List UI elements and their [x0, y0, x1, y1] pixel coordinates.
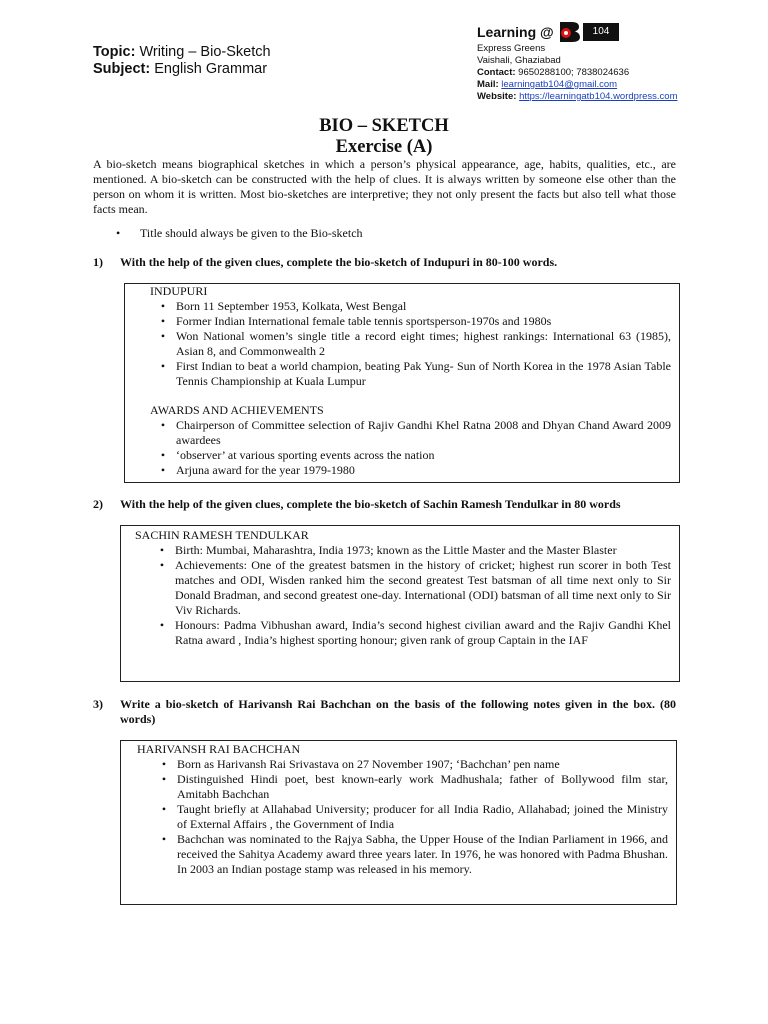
- brand-name: Learning @: [477, 24, 554, 40]
- intro-paragraph: A bio-sketch means biographical sketches in which a person’s physical appearance, age, habits, qualities, etc., are mentioned. A bio-sketch can be constructed with the help of clues. It is always written by someone else other than the person on whom it is written. Most bio-sketches are interpretive; they not only present the facts but also tell what those facts mean.: [93, 157, 676, 216]
- list-item: • Won National women’s single title a record eight times; highest rankings: International 63 (1985), Asian 8, and Commonwealth 2: [160, 329, 671, 358]
- question-1: [93, 255, 676, 270]
- list-item: • Chairperson of Committee selection of Rajiv Gandhi Khel Ratna 2008 and Dhyan Chand Award 2009 awardees: [160, 418, 671, 447]
- clue-list: [137, 757, 668, 877]
- address-line-2: Vaishali, Ghaziabad: [477, 55, 561, 66]
- page-title: [0, 116, 768, 158]
- clue-list: [150, 299, 671, 389]
- list-item: • Achievements: One of the greatest batsmen in the history of cricket; highest run scorer in both Test matches and ODI, Wisden ranked him the second greatest Test batsman of all time next only to Sir Donald Bradman, and second greatest one-day. International (ODI) batsman of all time next only to Sir Viv Richards.: [159, 558, 671, 617]
- tip-text: Title should always be given to the Bio-sketch: [140, 226, 363, 240]
- mail-line: Mail: learningatb104@gmail.com: [477, 79, 618, 90]
- title-line-2: Exercise (A): [335, 137, 433, 157]
- question-number: 2): [93, 497, 103, 511]
- list-item: • Bachchan was nominated to the Rajya Sabha, the Upper House of the Indian Parliament in 1966, and received the Sahitya Academy award three years later. In 1976, he was honored with Padma Bhushan. In 2003 an Indian postage stamp was released in his memory.: [161, 832, 668, 876]
- question-text: Write a bio-sketch of Harivansh Rai Bachchan on the basis of the following notes given in the box. (80 words): [120, 697, 676, 726]
- list-item: • Taught briefly at Allahabad University; producer for all India Radio, Allahabad; joined the Ministry of External Affairs , the Government of India: [161, 802, 668, 831]
- question-text: With the help of the given clues, complete the bio-sketch of Indupuri in 80-100 words.: [120, 255, 558, 269]
- list-item: • Arjuna award for the year 1979-1980: [160, 463, 355, 477]
- subject-line: Subject: English Grammar: [93, 61, 268, 77]
- website-line: Website: https://learningatb104.wordpress.com: [477, 91, 678, 102]
- tip-item: [116, 226, 363, 241]
- bullet: •: [116, 226, 121, 240]
- brand-block: [477, 21, 677, 43]
- clue-box-title: INDUPURI: [150, 284, 208, 298]
- clue-box-tendulkar: [120, 525, 680, 682]
- mail-link[interactable]: learningatb104@gmail.com: [501, 79, 618, 90]
- list-item: • Born as Harivansh Rai Srivastava on 27 November 1907; ‘Bachchan’ pen name: [161, 757, 560, 771]
- clue-box-indupuri: [124, 283, 680, 483]
- list-item: • Honours: Padma Vibhushan award, India’s second highest civilian award and the Rajiv Gandhi Khel Ratna award , India’s highest sporting honour; given rank of group Captain in the IAF: [159, 618, 671, 647]
- brand-number: 104: [583, 23, 620, 41]
- address-line-1: Express Greens: [477, 43, 546, 54]
- clue-box-title: SACHIN RAMESH TENDULKAR: [135, 528, 309, 542]
- question-text: With the help of the given clues, complete the bio-sketch of Sachin Ramesh Tendulkar in 80 words: [120, 497, 621, 511]
- document-header-left: [93, 44, 271, 78]
- title-line-1: BIO – SKETCH: [319, 116, 449, 136]
- question-2: [93, 497, 676, 512]
- list-item: • Former Indian International female table tennis sportsperson-1970s and 1980s: [160, 314, 552, 328]
- topic-line: Topic: Writing – Bio-Sketch: [93, 44, 271, 60]
- clue-box-subtitle: AWARDS AND ACHIEVEMENTS: [150, 403, 324, 417]
- clue-list-awards: [150, 418, 671, 478]
- document-header-right: [477, 21, 677, 103]
- list-item: • Born 11 September 1953, Kolkata, West Bengal: [160, 299, 407, 313]
- website-link[interactable]: https://learningatb104.wordpress.com: [519, 91, 678, 102]
- question-number: 3): [93, 697, 103, 711]
- list-item: • ‘observer’ at various sporting events across the nation: [160, 448, 435, 462]
- clue-list: [135, 543, 671, 648]
- spacer: [150, 389, 671, 403]
- question-3: [93, 697, 676, 727]
- contact-line: Contact: 9650288100; 7838024636: [477, 67, 630, 78]
- list-item: • Distinguished Hindi poet, best known-early work Madhushala; father of Bollywood film star, Amitabh Bachchan: [161, 772, 668, 801]
- question-number: 1): [93, 255, 103, 269]
- clue-box-bachchan: [120, 740, 677, 905]
- list-item: • First Indian to beat a world champion, beating Pak Yung- Sun of North Korea in the 1978 Asian Table Tennis Championship at Kuala Lumpur: [160, 359, 671, 388]
- brand-logo-icon: [557, 21, 581, 43]
- clue-box-title: HARIVANSH RAI BACHCHAN: [137, 742, 301, 756]
- list-item: • Birth: Mumbai, Maharashtra, India 1973; known as the Little Master and the Master Blaster: [159, 543, 617, 557]
